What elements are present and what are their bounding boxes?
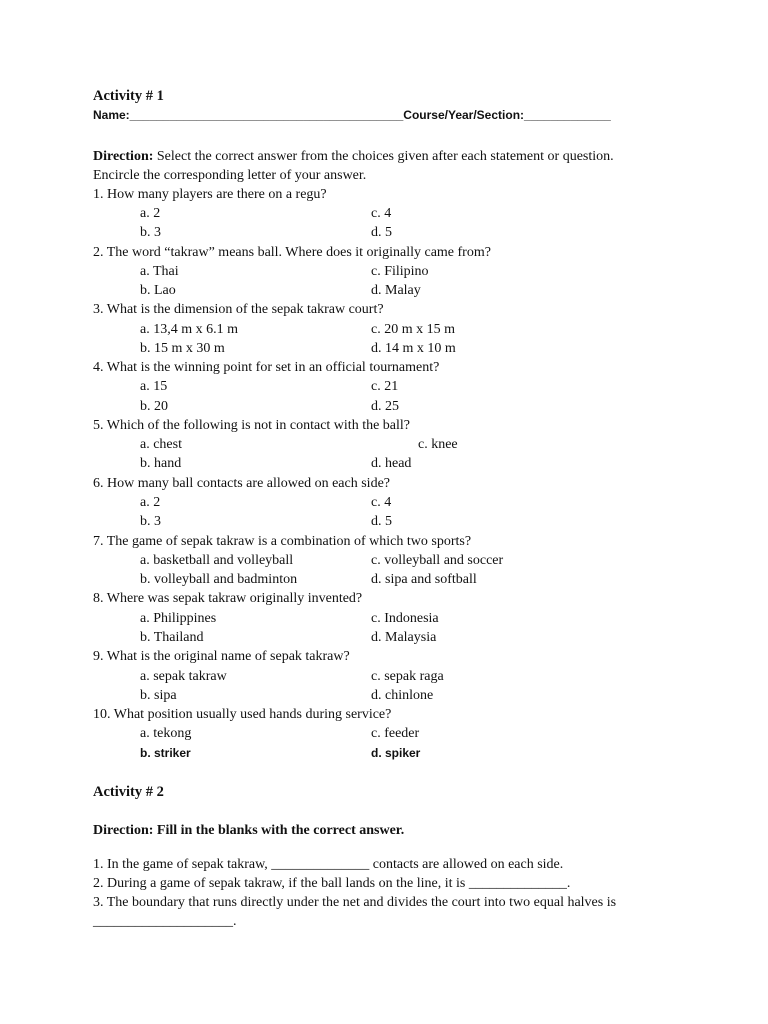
- fill-item-2: 2. During a game of sepak takraw, if the ball lands on the line, it is ______________.: [93, 876, 571, 891]
- q6-option-a: a. 2: [140, 495, 161, 510]
- direction-1: [93, 149, 614, 165]
- q7-option-c: c. volleyball and soccer: [371, 553, 504, 568]
- q8-option-d: d. Malaysia: [371, 630, 437, 645]
- q6-option-c: c. 4: [371, 495, 392, 510]
- q3-option-d: d. 14 m x 10 m: [371, 341, 456, 356]
- q3-option-c: c. 20 m x 15 m: [371, 322, 455, 337]
- q6-option-d: d. 5: [371, 514, 392, 529]
- question-4: 4. What is the winning point for set in an official tournament?: [93, 360, 440, 375]
- q9-option-c: c. sepak raga: [371, 669, 444, 684]
- direction-2: Direction: Fill in the blanks with the correct answer.: [93, 823, 405, 838]
- direction-text: Select the correct answer from the choices given after each statement or question.: [156, 149, 614, 164]
- q7-option-a: a. basketball and volleyball: [140, 553, 294, 568]
- q2-option-a: a. Thai: [140, 264, 179, 279]
- direction-text-2: Encircle the corresponding letter of your answer.: [93, 168, 367, 183]
- q7-option-b: b. volleyball and badminton: [140, 572, 298, 587]
- fill-item-3-blank: ____________________.: [93, 914, 237, 929]
- q1-option-d: d. 5: [371, 225, 392, 240]
- q5-option-d: d. head: [371, 456, 412, 471]
- q1-option-b: b. 3: [140, 225, 161, 240]
- activity-1-title: Activity # 1: [93, 88, 164, 104]
- q4-option-c: c. 21: [371, 379, 399, 394]
- question-6: 6. How many ball contacts are allowed on each side?: [93, 476, 391, 491]
- question-2: 2. The word “takraw” means ball. Where does it originally came from?: [93, 245, 491, 260]
- q5-option-a: a. chest: [140, 437, 182, 452]
- q4-option-d: d. 25: [371, 399, 399, 414]
- fill-item-3: 3. The boundary that runs directly under the net and divides the court into two equal halves is: [93, 895, 617, 910]
- q1-option-a: a. 2: [140, 206, 161, 221]
- q6-option-b: b. 3: [140, 514, 161, 529]
- q10-option-c: c. feeder: [371, 726, 420, 741]
- fill-item-1: 1. In the game of sepak takraw, ______________ contacts are allowed on each side.: [93, 857, 564, 872]
- question-3: 3. What is the dimension of the sepak takraw court?: [93, 302, 384, 317]
- q3-option-b: b. 15 m x 30 m: [140, 341, 225, 356]
- q5-option-b: b. hand: [140, 456, 182, 471]
- q10-option-d: d. spiker: [371, 746, 421, 760]
- q2-option-d: d. Malay: [371, 283, 421, 298]
- question-10: 10. What position usually used hands during service?: [93, 707, 392, 722]
- q9-option-b: b. sipa: [140, 688, 177, 703]
- direction-label: Direction:: [93, 149, 154, 164]
- q1-option-c: c. 4: [371, 206, 392, 221]
- q7-option-d: d. sipa and softball: [371, 572, 477, 587]
- activity-2-title: Activity # 2: [93, 784, 164, 800]
- question-8: 8. Where was sepak takraw originally invented?: [93, 591, 363, 606]
- q3-option-a: a. 13,4 m x 6.1 m: [140, 322, 238, 337]
- q10-option-b: b. striker: [140, 746, 191, 760]
- q9-option-d: d. chinlone: [371, 688, 434, 703]
- q10-option-a: a. tekong: [140, 726, 192, 741]
- q4-option-b: b. 20: [140, 399, 168, 414]
- q8-option-a: a. Philippines: [140, 611, 217, 626]
- q4-option-a: a. 15: [140, 379, 168, 394]
- q9-option-a: a. sepak takraw: [140, 669, 227, 684]
- question-7: 7. The game of sepak takraw is a combination of which two sports?: [93, 534, 472, 549]
- q2-option-b: b. Lao: [140, 283, 176, 298]
- question-9: 9. What is the original name of sepak takraw?: [93, 649, 350, 664]
- q8-option-c: c. Indonesia: [371, 611, 439, 626]
- q5-option-c: c. knee: [418, 437, 458, 452]
- question-1: 1. How many players are there on a regu?: [93, 187, 327, 202]
- q8-option-b: b. Thailand: [140, 630, 204, 645]
- q2-option-c: c. Filipino: [371, 264, 429, 279]
- name-course-line: Name:_________________________________________Course/Year/Section:_____________: [93, 108, 611, 122]
- question-5: 5. Which of the following is not in contact with the ball?: [93, 418, 411, 433]
